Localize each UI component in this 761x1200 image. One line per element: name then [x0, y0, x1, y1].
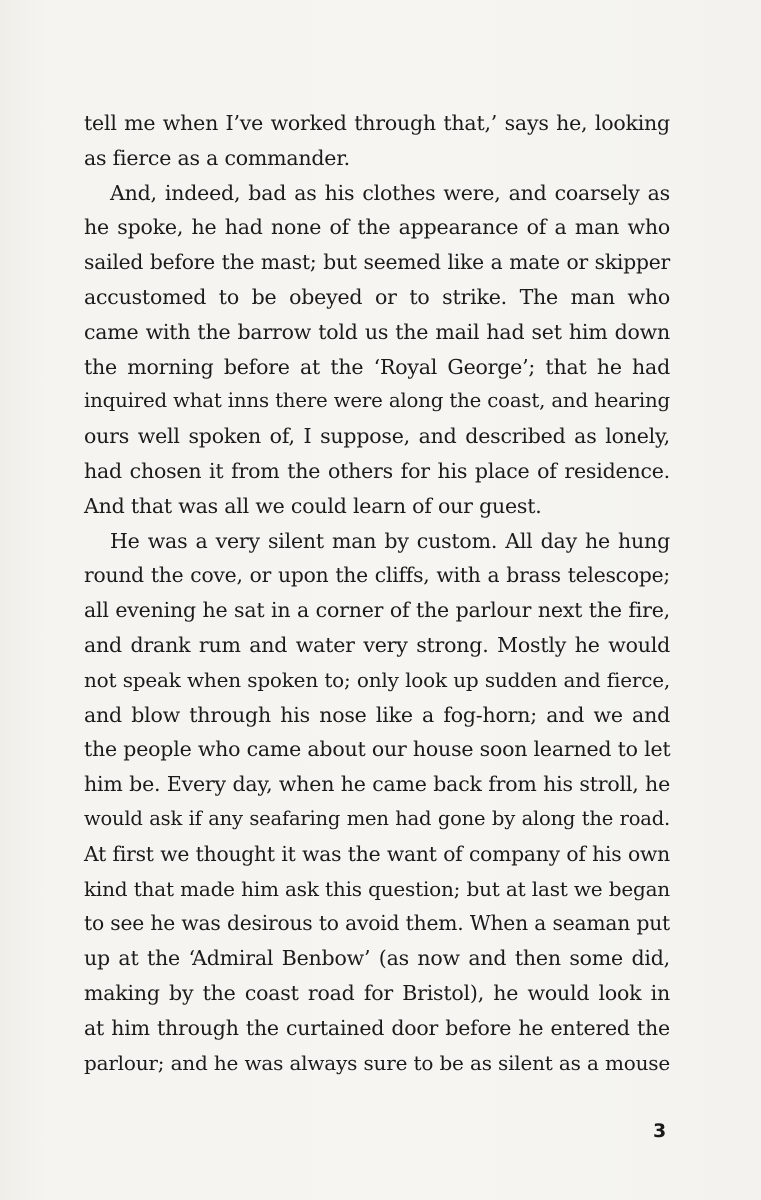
- text-line: would ask if any seafaring men had gone by along the road.: [84, 806, 670, 830]
- text-line: came with the barrow told us the mail had set him down: [84, 319, 670, 344]
- text-line: not speak when spoken to; only look up sudden and fierce,: [84, 667, 670, 692]
- text-line: making by the coast road for Bristol), he would look in: [84, 980, 670, 1005]
- text-line: accustomed to be obeyed or to strike. The man who: [84, 284, 670, 309]
- text-line: At first we thought it was the want of company of his own: [84, 841, 670, 866]
- text-line: round the cove, or upon the cliffs, with a brass telescope;: [84, 563, 670, 588]
- text-line: the morning before at the ‘Royal George’; that he had: [84, 354, 670, 379]
- text-line: him be. Every day, when he came back from his stroll, he: [84, 772, 670, 797]
- text-line: had chosen it from the others for his place of residence.: [84, 458, 670, 483]
- text-line: and drank rum and water very strong. Mostly he would: [84, 632, 670, 657]
- text-line: and blow through his nose like a fog-horn; and we and: [84, 702, 670, 727]
- text-line: up at the ‘Admiral Benbow’ (as now and then some did,: [84, 946, 670, 971]
- body-text: [84, 106, 670, 1080]
- text-line: kind that made him ask this question; but at last we began: [84, 876, 670, 901]
- text-line: parlour; and he was always sure to be as silent as a mouse: [84, 1050, 670, 1075]
- text-line: He was a very silent man by custom. All day he hung: [110, 528, 670, 553]
- text-line: he spoke, he had none of the appearance of a man who: [84, 215, 670, 240]
- page-number: 3: [653, 1120, 667, 1142]
- text-line: inquired what inns there were along the coast, and hearing: [84, 389, 670, 413]
- text-line: ours well spoken of, I suppose, and described as lonely,: [84, 424, 670, 449]
- text-line: as fierce as a commander.: [84, 145, 350, 170]
- text-line: sailed before the mast; but seemed like a mate or skipper: [84, 250, 670, 275]
- text-line: at him through the curtained door before he entered the: [84, 1015, 670, 1040]
- text-line: to see he was desirous to avoid them. When a seaman put: [84, 911, 670, 936]
- text-line: all evening he sat in a corner of the parlour next the fire,: [84, 598, 670, 623]
- text-line: And, indeed, bad as his clothes were, and coarsely as: [110, 180, 670, 205]
- text-line: And that was all we could learn of our guest.: [84, 493, 542, 518]
- text-line: tell me when I’ve worked through that,’ says he, looking: [84, 111, 670, 135]
- text-line: the people who came about our house soon learned to let: [84, 737, 671, 762]
